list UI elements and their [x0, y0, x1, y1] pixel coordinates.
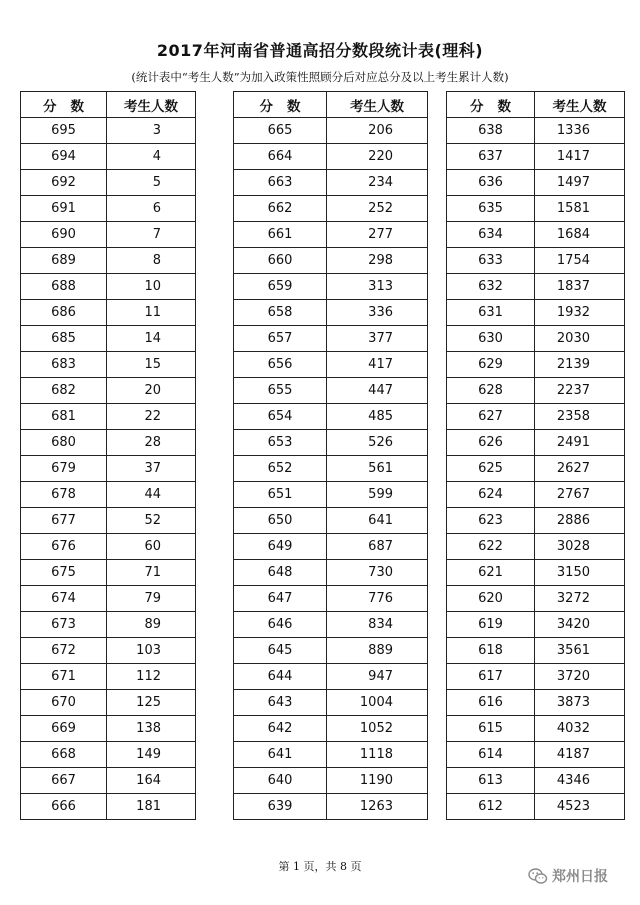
count-cell: 149 — [107, 742, 196, 768]
table-row — [21, 170, 196, 196]
score-cell: 642 — [234, 716, 327, 742]
score-cell: 644 — [234, 664, 327, 690]
score-header: 分数 — [447, 92, 535, 118]
table-row — [21, 404, 196, 430]
count-cell: 3420 — [535, 612, 625, 638]
score-cell: 648 — [234, 560, 327, 586]
score-cell: 631 — [447, 300, 535, 326]
count-cell: 1497 — [535, 170, 625, 196]
count-cell: 28 — [107, 430, 196, 456]
count-cell: 20 — [107, 378, 196, 404]
score-cell: 682 — [21, 378, 107, 404]
page-title: 2017年河南省普通高招分数段统计表(理科) — [156, 41, 484, 60]
score-cell: 681 — [21, 404, 107, 430]
count-cell: 313 — [327, 274, 428, 300]
count-cell: 7 — [107, 222, 196, 248]
score-cell: 672 — [21, 638, 107, 664]
table-row — [447, 274, 625, 300]
table-row — [234, 300, 428, 326]
score-cell: 678 — [21, 482, 107, 508]
count-cell: 3873 — [535, 690, 625, 716]
score-cell: 623 — [447, 508, 535, 534]
count-cell: 3028 — [535, 534, 625, 560]
score-cell: 694 — [21, 144, 107, 170]
score-cell: 663 — [234, 170, 327, 196]
table-row — [447, 170, 625, 196]
score-cell: 633 — [447, 248, 535, 274]
count-cell: 2139 — [535, 352, 625, 378]
count-cell: 52 — [107, 508, 196, 534]
count-cell: 3 — [107, 118, 196, 144]
count-cell: 60 — [107, 534, 196, 560]
score-cell: 658 — [234, 300, 327, 326]
table-row — [447, 378, 625, 404]
score-cell: 661 — [234, 222, 327, 248]
table-row — [21, 300, 196, 326]
count-cell: 641 — [327, 508, 428, 534]
table-row — [234, 222, 428, 248]
count-cell: 37 — [107, 456, 196, 482]
table-row — [234, 456, 428, 482]
score-cell: 637 — [447, 144, 535, 170]
count-cell: 220 — [327, 144, 428, 170]
score-cell: 613 — [447, 768, 535, 794]
count-cell: 1263 — [327, 794, 428, 820]
table-row — [234, 352, 428, 378]
score-cell: 680 — [21, 430, 107, 456]
score-cell: 634 — [447, 222, 535, 248]
count-cell: 889 — [327, 638, 428, 664]
score-cell: 645 — [234, 638, 327, 664]
table-row — [234, 586, 428, 612]
score-cell: 676 — [21, 534, 107, 560]
score-cell: 614 — [447, 742, 535, 768]
score-table-3 — [446, 91, 625, 820]
table-row — [21, 248, 196, 274]
score-cell: 674 — [21, 586, 107, 612]
count-cell: 1417 — [535, 144, 625, 170]
table-row — [234, 716, 428, 742]
count-cell: 4523 — [535, 794, 625, 820]
count-header: 考生人数 — [327, 92, 428, 118]
score-cell: 653 — [234, 430, 327, 456]
count-cell: 1837 — [535, 274, 625, 300]
count-cell: 252 — [327, 196, 428, 222]
score-cell: 617 — [447, 664, 535, 690]
count-cell: 103 — [107, 638, 196, 664]
count-cell: 1118 — [327, 742, 428, 768]
table-row — [234, 794, 428, 820]
table-row — [21, 638, 196, 664]
score-cell: 654 — [234, 404, 327, 430]
page-subtitle: (统计表中“考生人数”为加入政策性照顾分后对应总分及以上考生累计人数) — [131, 70, 509, 84]
table-row — [21, 690, 196, 716]
score-cell: 628 — [447, 378, 535, 404]
score-cell: 685 — [21, 326, 107, 352]
count-cell: 599 — [327, 482, 428, 508]
table-row — [447, 326, 625, 352]
count-cell: 2030 — [535, 326, 625, 352]
watermark — [528, 866, 608, 886]
score-cell: 616 — [447, 690, 535, 716]
table-row — [21, 742, 196, 768]
score-cell: 657 — [234, 326, 327, 352]
score-cell: 664 — [234, 144, 327, 170]
count-cell: 11 — [107, 300, 196, 326]
count-cell: 5 — [107, 170, 196, 196]
score-cell: 686 — [21, 300, 107, 326]
score-cell: 646 — [234, 612, 327, 638]
score-cell: 666 — [21, 794, 107, 820]
table-row — [447, 144, 625, 170]
count-cell: 1684 — [535, 222, 625, 248]
table-row — [21, 378, 196, 404]
count-cell: 3720 — [535, 664, 625, 690]
count-cell: 4187 — [535, 742, 625, 768]
table-row — [447, 196, 625, 222]
score-cell: 667 — [21, 768, 107, 794]
table-row — [21, 664, 196, 690]
count-cell: 2358 — [535, 404, 625, 430]
table-row — [447, 352, 625, 378]
table-row — [234, 274, 428, 300]
score-cell: 690 — [21, 222, 107, 248]
table-row — [447, 794, 625, 820]
table-row — [447, 638, 625, 664]
table-row — [21, 144, 196, 170]
table-row — [447, 716, 625, 742]
table-row — [234, 768, 428, 794]
score-cell: 622 — [447, 534, 535, 560]
count-cell: 89 — [107, 612, 196, 638]
table-row — [234, 118, 428, 144]
score-cell: 620 — [447, 586, 535, 612]
table-row — [447, 222, 625, 248]
count-cell: 4346 — [535, 768, 625, 794]
count-cell: 526 — [327, 430, 428, 456]
count-cell: 4032 — [535, 716, 625, 742]
wechat-icon — [528, 868, 548, 885]
table-row — [234, 664, 428, 690]
score-cell: 640 — [234, 768, 327, 794]
count-cell: 164 — [107, 768, 196, 794]
table-row — [234, 690, 428, 716]
table-row — [447, 508, 625, 534]
score-cell: 639 — [234, 794, 327, 820]
count-cell: 15 — [107, 352, 196, 378]
count-header: 考生人数 — [535, 92, 625, 118]
table-row — [447, 430, 625, 456]
count-cell: 79 — [107, 586, 196, 612]
table-row — [234, 742, 428, 768]
table-row — [234, 560, 428, 586]
table-row — [21, 768, 196, 794]
count-cell: 687 — [327, 534, 428, 560]
score-cell: 612 — [447, 794, 535, 820]
count-cell: 112 — [107, 664, 196, 690]
table-row — [21, 430, 196, 456]
score-cell: 632 — [447, 274, 535, 300]
count-cell: 336 — [327, 300, 428, 326]
table-row — [21, 534, 196, 560]
score-cell: 635 — [447, 196, 535, 222]
count-cell: 2237 — [535, 378, 625, 404]
score-cell: 647 — [234, 586, 327, 612]
count-cell: 1754 — [535, 248, 625, 274]
score-cell: 649 — [234, 534, 327, 560]
count-cell: 8 — [107, 248, 196, 274]
count-cell: 1932 — [535, 300, 625, 326]
table-row — [21, 612, 196, 638]
count-cell: 1052 — [327, 716, 428, 742]
table-row — [447, 248, 625, 274]
count-cell: 1004 — [327, 690, 428, 716]
table-row — [447, 118, 625, 144]
score-cell: 629 — [447, 352, 535, 378]
score-cell: 615 — [447, 716, 535, 742]
score-cell: 641 — [234, 742, 327, 768]
score-cell: 650 — [234, 508, 327, 534]
count-cell: 4 — [107, 144, 196, 170]
table-row — [21, 586, 196, 612]
count-cell: 181 — [107, 794, 196, 820]
count-cell: 277 — [327, 222, 428, 248]
table-row — [447, 534, 625, 560]
score-cell: 619 — [447, 612, 535, 638]
table-row — [234, 638, 428, 664]
table-row — [447, 768, 625, 794]
table-row — [21, 560, 196, 586]
count-cell: 377 — [327, 326, 428, 352]
table-row — [21, 456, 196, 482]
table-row — [234, 196, 428, 222]
score-header: 分数 — [21, 92, 107, 118]
table-row — [447, 456, 625, 482]
score-cell: 652 — [234, 456, 327, 482]
score-cell: 665 — [234, 118, 327, 144]
table-row — [21, 222, 196, 248]
table-row — [447, 300, 625, 326]
table-row — [447, 612, 625, 638]
count-header: 考生人数 — [107, 92, 196, 118]
table-row — [21, 196, 196, 222]
count-cell: 10 — [107, 274, 196, 300]
count-cell: 14 — [107, 326, 196, 352]
score-cell: 651 — [234, 482, 327, 508]
count-cell: 125 — [107, 690, 196, 716]
table-row — [447, 482, 625, 508]
count-cell: 2491 — [535, 430, 625, 456]
score-cell: 643 — [234, 690, 327, 716]
score-cell: 630 — [447, 326, 535, 352]
score-cell: 662 — [234, 196, 327, 222]
count-cell: 2627 — [535, 456, 625, 482]
count-cell: 485 — [327, 404, 428, 430]
score-table-2 — [233, 91, 428, 820]
score-cell: 621 — [447, 560, 535, 586]
score-cell: 671 — [21, 664, 107, 690]
table-row — [234, 482, 428, 508]
score-cell: 688 — [21, 274, 107, 300]
count-cell: 776 — [327, 586, 428, 612]
table-row — [447, 690, 625, 716]
score-cell: 695 — [21, 118, 107, 144]
table-row — [234, 430, 428, 456]
score-cell: 624 — [447, 482, 535, 508]
table-row — [447, 742, 625, 768]
score-cell: 618 — [447, 638, 535, 664]
count-cell: 298 — [327, 248, 428, 274]
count-cell: 2767 — [535, 482, 625, 508]
score-cell: 683 — [21, 352, 107, 378]
count-cell: 234 — [327, 170, 428, 196]
table-row — [21, 118, 196, 144]
count-cell: 138 — [107, 716, 196, 742]
count-cell: 6 — [107, 196, 196, 222]
count-cell: 71 — [107, 560, 196, 586]
count-cell: 3150 — [535, 560, 625, 586]
table-row — [21, 274, 196, 300]
count-cell: 22 — [107, 404, 196, 430]
score-cell: 656 — [234, 352, 327, 378]
score-table-1 — [20, 91, 196, 820]
count-cell: 1336 — [535, 118, 625, 144]
score-cell: 626 — [447, 430, 535, 456]
table-row — [447, 560, 625, 586]
score-cell: 638 — [447, 118, 535, 144]
count-cell: 206 — [327, 118, 428, 144]
table-row — [234, 144, 428, 170]
count-cell: 3272 — [535, 586, 625, 612]
table-row — [234, 170, 428, 196]
score-cell: 692 — [21, 170, 107, 196]
table-row — [234, 378, 428, 404]
score-header: 分数 — [234, 92, 327, 118]
table-row — [447, 664, 625, 690]
count-cell: 730 — [327, 560, 428, 586]
table-row — [21, 508, 196, 534]
count-cell: 834 — [327, 612, 428, 638]
page-footer: 第 1 页，共 8 页 — [278, 860, 362, 873]
score-cell: 636 — [447, 170, 535, 196]
watermark-text: 郑州日报 — [552, 869, 608, 885]
table-row — [21, 352, 196, 378]
table-row — [447, 404, 625, 430]
table-row — [21, 326, 196, 352]
score-cell: 689 — [21, 248, 107, 274]
score-cell: 691 — [21, 196, 107, 222]
table-row — [234, 612, 428, 638]
score-cell: 675 — [21, 560, 107, 586]
score-cell: 627 — [447, 404, 535, 430]
score-cell: 668 — [21, 742, 107, 768]
score-cell: 677 — [21, 508, 107, 534]
count-cell: 44 — [107, 482, 196, 508]
score-cell: 660 — [234, 248, 327, 274]
score-cell: 659 — [234, 274, 327, 300]
score-cell: 655 — [234, 378, 327, 404]
count-cell: 1581 — [535, 196, 625, 222]
score-cell: 679 — [21, 456, 107, 482]
table-row — [21, 716, 196, 742]
table-row — [234, 508, 428, 534]
table-row — [234, 404, 428, 430]
score-cell: 669 — [21, 716, 107, 742]
table-row — [447, 586, 625, 612]
count-cell: 417 — [327, 352, 428, 378]
count-cell: 2886 — [535, 508, 625, 534]
count-cell: 947 — [327, 664, 428, 690]
count-cell: 561 — [327, 456, 428, 482]
count-cell: 3561 — [535, 638, 625, 664]
score-cell: 673 — [21, 612, 107, 638]
table-row — [234, 534, 428, 560]
count-cell: 447 — [327, 378, 428, 404]
score-cell: 670 — [21, 690, 107, 716]
table-row — [234, 248, 428, 274]
count-cell: 1190 — [327, 768, 428, 794]
table-row — [21, 794, 196, 820]
table-row — [234, 326, 428, 352]
score-cell: 625 — [447, 456, 535, 482]
table-row — [21, 482, 196, 508]
